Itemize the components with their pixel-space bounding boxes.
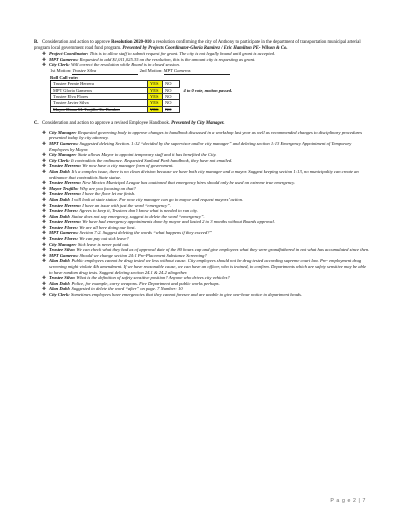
diamond-bullet-icon: ❖: [42, 185, 47, 191]
speaker-name: Trustee Silva:: [49, 247, 76, 253]
speaker-statement: Should we change section 24:1 Pre-Placement Substance Screening?: [78, 252, 207, 258]
speaker-name: Trustee Flores:: [49, 236, 79, 242]
roll-call-title: Roll Call vote:: [50, 74, 79, 80]
diamond-bullet-icon: ❖: [42, 196, 47, 202]
speaker-name: Project Coordinator:: [49, 51, 89, 57]
second-motion-value: MPT Gameros: [164, 68, 230, 75]
bullet-item: [42, 130, 370, 141]
diamond-bullet-icon: ❖: [42, 292, 47, 297]
speaker-statement: We can check what they had as of approval date of the 80 hours cap and give employees what they were grandfathered in not what has accumulated since then.: [75, 247, 370, 253]
roll-no: NO: [163, 81, 180, 87]
section-b-text-pre: Consideration and action to approve: [42, 40, 112, 45]
roll-name: Mayor Diana M. Trujillo Tie Breaker: [51, 106, 148, 112]
speaker-statement: We have had emergency appointments done by mayor and lasted 2 to 3 months without Boards approval.: [81, 219, 275, 225]
speaker-statement: Public employees cannot be drug tested we less without cause. City employees should not be drug tested according supreme court law. Pre- employment drug screening might violate 4th amendment. If we have reasonable cause, we can have an officer, who is trained, to confirm. Departments which are safety sensitive may be able to have random drug tests. Suggest deleting section 24.1 & 24.2 altogether.: [49, 258, 367, 275]
diamond-bullet-icon: ❖: [42, 275, 47, 281]
speaker-statement: Suggested deleting Section. 1:12 “decided by the supervisor and/or city manager” and deleting section 1:13 Emergency Appointment of Temporary Employees by Mayor.: [49, 140, 352, 152]
diamond-bullet-icon: ❖: [42, 168, 47, 174]
speaker-name: Trustee Herrera:: [49, 180, 82, 186]
speaker-statement: It’s a complex issue, there is no clean division because we have both city manager and a mayor. Suggest keeping section 1:13, no municipality can create an ordinance that contradicts State statue.: [49, 168, 359, 180]
diamond-bullet-icon: ❖: [42, 252, 47, 258]
diamond-bullet-icon: ❖: [42, 280, 47, 286]
diamond-bullet-icon: ❖: [42, 202, 47, 208]
diamond-bullet-icon: ❖: [42, 140, 47, 146]
diamond-bullet-icon: ❖: [42, 241, 47, 247]
speaker-name: City Manager:: [49, 129, 77, 135]
bullet-item: [42, 292, 370, 298]
speaker-name: Alan Dahl:: [49, 258, 71, 264]
bullet-item: [42, 258, 370, 275]
speaker-statement: Suggested to delete the word “after” on page. 7 Number: 10: [70, 286, 183, 292]
section-b-resolution: Resolution 2020-010: [111, 40, 152, 45]
speaker-name: Trustee Flores:: [49, 208, 79, 214]
section-b-letter: B.: [34, 40, 39, 45]
speaker-statement: Requested governing body to approve changes to handbook discussed in a workshop last year as well as recommended changes to disciplinary procedures presented today by city attorney.: [49, 129, 363, 141]
bullet-item: [42, 141, 370, 152]
speaker-name: Trustee Silva:: [49, 275, 76, 281]
speaker-statement: Statue does not say emergency, suggest to delete the word “emergency”.: [70, 213, 205, 219]
roll-no: NO: [163, 106, 180, 112]
speaker-name: Alan Dahl:: [49, 213, 71, 219]
speaker-statement: New Mexico Municipal League has cautioned that emergency hires should only be used on extreme true emergency.: [81, 180, 295, 186]
first-motion-label: 1st Motion:: [50, 67, 73, 73]
diamond-bullet-icon: ❖: [42, 51, 47, 57]
bullet-item: [42, 169, 370, 180]
speaker-statement: State allows Mayor to appoint temporary staff and it has benefited the City.: [76, 152, 217, 158]
speaker-name: Alan Dahl:: [49, 286, 71, 292]
diamond-bullet-icon: ❖: [42, 62, 47, 68]
roll-name: Trustee Elva Flores: [51, 93, 148, 99]
roll-call-row: [51, 106, 235, 112]
diamond-bullet-icon: ❖: [42, 208, 47, 214]
second-motion-label: 2nd Motion:: [139, 67, 164, 73]
speaker-name: Alan Dahl:: [49, 196, 71, 202]
section-c-presenter: Presented by City Manager.: [171, 121, 225, 127]
speaker-name: Mayor Trujillo:: [49, 185, 79, 191]
speaker-statement: Section 7:2. Suggest deleting the words “what happens if they exceed?”: [78, 230, 213, 236]
speaker-statement: What is the definition of safety sensitive position? Anyone who drives city vehicles?: [75, 275, 230, 281]
vote-result-note: 4 to 0 vote, motion passed.: [183, 87, 233, 93]
speaker-name: Alan Dahl:: [49, 168, 71, 174]
diamond-bullet-icon: ❖: [42, 258, 47, 264]
diamond-bullet-icon: ❖: [42, 230, 47, 236]
speaker-statement: I have an issue with just the word “emergency”.: [81, 202, 171, 208]
diamond-bullet-icon: ❖: [42, 219, 47, 225]
diamond-bullet-icon: ❖: [42, 157, 47, 163]
diamond-bullet-icon: ❖: [42, 224, 47, 230]
speaker-name: MPT Gameros:: [49, 140, 79, 146]
speaker-name: Trustee Flores:: [49, 224, 79, 230]
roll-yes: YES: [148, 100, 163, 106]
section-c-letter: C.: [34, 121, 39, 127]
speaker-statement: Sometimes employees have emergencies that they cannot foresee and are unable to give one-hour notice to department heads.: [69, 292, 303, 297]
speaker-name: Trustee Herrera:: [49, 191, 82, 197]
speaker-name: Trustee Herrera:: [49, 163, 82, 169]
speaker-name: Alan Dahl:: [49, 280, 71, 286]
section-b-presenter: Presented by Projects Coordinator-Gloria Ramirez / Eric Hamilton PE- Wilson & Co.: [122, 45, 288, 51]
motion-line: [50, 68, 370, 75]
first-motion-value: Trustee Silva: [72, 68, 138, 75]
speaker-statement: Why are you focusing on that?: [78, 185, 136, 191]
diamond-bullet-icon: ❖: [42, 247, 47, 253]
section-b-items: [34, 51, 370, 68]
roll-name: MPT Gloria Gameros: [51, 87, 148, 93]
speaker-name: City Manager:: [49, 241, 77, 247]
speaker-statement: I have the floor let me finish.: [81, 191, 136, 197]
roll-yes: YES: [148, 106, 163, 112]
section-c-items: [34, 130, 370, 298]
speaker-name: City Clerk:: [49, 292, 70, 297]
diamond-bullet-icon: ❖: [42, 213, 47, 219]
diamond-bullet-icon: ❖: [42, 152, 47, 158]
speaker-name: MPT Gameros:: [49, 56, 79, 62]
speaker-statement: We are all here doing our best.: [78, 224, 136, 230]
roll-yes: YES: [148, 87, 163, 93]
speaker-name: Trustee Herrera:: [49, 219, 82, 225]
speaker-statement: It contradicts the ordinance. Requested Sunland Park handbook, they have not emailed.: [69, 157, 233, 163]
speaker-name: MPT Gameros:: [49, 230, 79, 236]
roll-name: Trustee Javier Silva: [51, 100, 148, 106]
diamond-bullet-icon: ❖: [42, 191, 47, 197]
diamond-bullet-icon: ❖: [42, 129, 47, 135]
speaker-statement: We now have a city manager form of government.: [81, 163, 174, 169]
section-b-text-post: a resolution confirming the city of Anthony to participate in the department of transportation municipal arterial program local government road fund program.: [34, 40, 361, 51]
speaker-statement: Police, for example, carry weapons. Fire Department and public works perhaps.: [70, 280, 220, 286]
speaker-name: City Manager:: [49, 152, 77, 158]
page-footer: P a g e 2 | 7: [330, 498, 366, 504]
diamond-bullet-icon: ❖: [42, 163, 47, 169]
roll-call-table: [50, 80, 235, 113]
speaker-statement: Agrees to keep it, Trustees don’t know what is needed to run city.: [78, 208, 198, 214]
speaker-name: City Clerk:: [49, 157, 70, 163]
roll-yes: YES: [148, 93, 163, 99]
speaker-name: City Clerk:: [49, 62, 70, 68]
roll-no: NO: [163, 100, 180, 106]
speaker-name: MPT Gameros:: [49, 252, 79, 258]
speaker-statement: Requested to add $1,011,025.35 on the resolution, this is the amount city is requesting as grant.: [78, 56, 256, 62]
section-b: [34, 40, 370, 51]
roll-no: NO: [163, 87, 180, 93]
speaker-name: Trustee Herrera:: [49, 202, 82, 208]
speaker-statement: This is to allow staff to submit request for grant. The city is not legally bound until grant is accepted.: [88, 51, 276, 57]
speaker-statement: Will correct the resolution while Board is in closed session.: [69, 62, 180, 68]
diamond-bullet-icon: ❖: [42, 236, 47, 242]
speaker-statement: We can pay out sick leave?: [78, 236, 129, 242]
diamond-bullet-icon: ❖: [42, 56, 47, 62]
roll-name: Trustee Fernie Herrera: [51, 81, 148, 87]
speaker-statement: Sick leave is never paid out.: [76, 241, 130, 247]
section-c-text: Consideration and action to approve a revised Employee Handbook.: [42, 121, 172, 127]
diamond-bullet-icon: ❖: [42, 180, 47, 186]
diamond-bullet-icon: ❖: [42, 286, 47, 292]
roll-no: NO: [163, 93, 180, 99]
speaker-statement: I will look at state statue. For now city manager can go to mayor and request mayors’ action.: [70, 196, 244, 202]
roll-yes: YES: [148, 81, 163, 87]
